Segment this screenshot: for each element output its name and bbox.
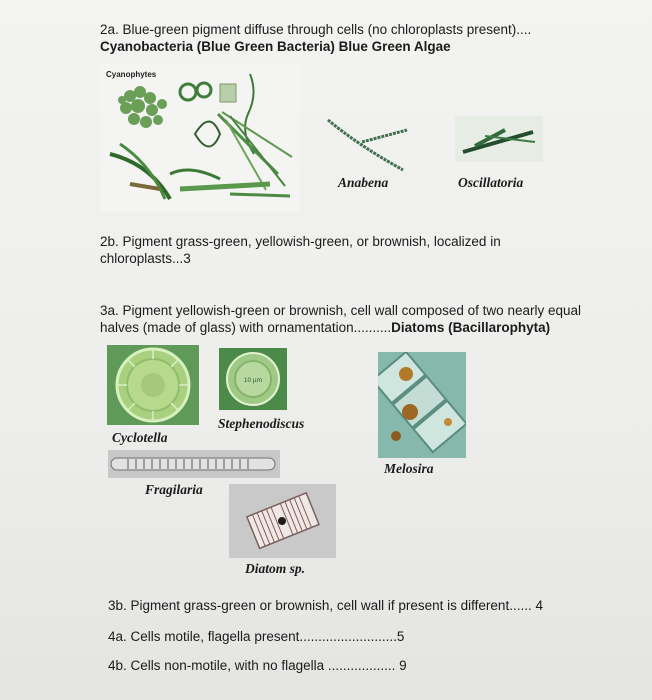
melosira-photo bbox=[378, 352, 466, 458]
key-2b-line2: chloroplasts...3 bbox=[100, 251, 191, 266]
key-3a-line2-text: halves (made of glass) with ornamentation.......... bbox=[100, 320, 392, 335]
cyclotella-photo bbox=[107, 345, 199, 425]
key-3a-line1: 3a. Pigment yellowish-green or brownish, cell wall composed of two nearly equal bbox=[100, 303, 581, 318]
key-2a-line1: 2a. Blue-green pigment diffuse through cells (no chloroplasts present).... bbox=[100, 22, 532, 37]
oscillatoria-illustration bbox=[455, 116, 543, 162]
caption-anabena: Anabena bbox=[338, 175, 389, 190]
caption-diatom-sp: Diatom sp. bbox=[245, 561, 306, 576]
key-2b-line1: 2b. Pigment grass-green, yellowish-green, or brownish, localized in bbox=[100, 234, 501, 249]
caption-stephenodiscus: Stephenodiscus bbox=[218, 416, 305, 431]
caption-melosira: Melosira bbox=[384, 461, 434, 476]
anabena-illustration bbox=[322, 102, 412, 172]
caption-cyclotella: Cyclotella bbox=[112, 430, 168, 445]
caption-fragilaria: Fragilaria bbox=[145, 482, 203, 497]
key-3a-line2 bbox=[100, 320, 550, 336]
scale-bar-label: 10 µm bbox=[243, 377, 263, 384]
stephenodiscus-photo bbox=[219, 348, 287, 410]
key-4a: 4a. Cells motile, flagella present..........................5 bbox=[108, 629, 405, 644]
diatom-sp-photo bbox=[229, 484, 336, 558]
diatoms-name: Diatoms (Bacillarophyta) bbox=[391, 320, 551, 335]
cyanophytes-label: Cyanophytes bbox=[106, 70, 157, 79]
caption-oscillatoria: Oscillatoria bbox=[458, 175, 524, 190]
cyanophytes-illustration bbox=[100, 64, 300, 212]
key-2a-line2: Cyanobacteria (Blue Green Bacteria) Blue Green Algae bbox=[100, 39, 451, 54]
key-4b: 4b. Cells non-motile, with no flagella .................. 9 bbox=[108, 658, 407, 673]
fragilaria-photo bbox=[108, 450, 280, 478]
key-3b: 3b. Pigment grass-green or brownish, cell wall if present is different...... 4 bbox=[108, 598, 543, 613]
